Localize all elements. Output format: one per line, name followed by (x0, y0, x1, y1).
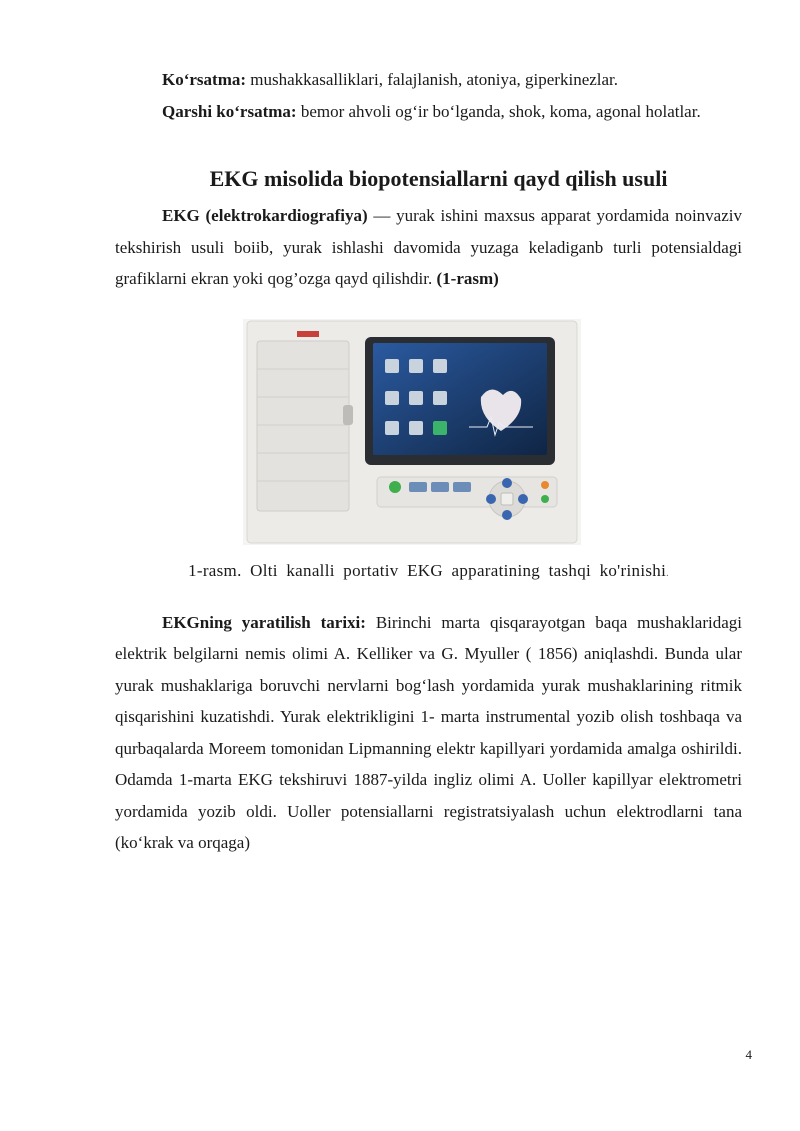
history-paragraph (115, 607, 742, 859)
document-page (115, 64, 742, 859)
indications-paragraph (115, 64, 742, 96)
contraindications-text: bemor ahvoli og‘ir bo‘lganda, shok, koma, agonal holatlar. (296, 101, 701, 121)
figure-caption-end: . (666, 567, 669, 579)
figure-caption-text: 1-rasm. Olti kanalli portativ EKG apparatining tashqi ko'rinishi (188, 560, 667, 580)
ekg-definition-text: — yurak ishini maxsus apparat yordamida noinvaziv tekshirish usuli boiib, yurak ishlashi davomida yuzaga keladiganb turli potensialdagi grafiklarni ekran yoki qog’ozga qayd qilishdir. (115, 206, 742, 288)
history-label: EKGning yaratilish tarixi: (162, 612, 366, 632)
contraindications-paragraph (115, 96, 742, 128)
history-text: Birinchi marta qisqarayotgan baqa mushaklaridagi elektrik belgilarni nemis olimi A. Kelliker va G. Myuller ( 1856) aniqlashdi. Bunda ular yurak mushaklariga boruvchi nervlarni bog‘lash yordamida yurak mushaklarining ritmik qisqarishini kuzatishdi. Yurak elektrikligini 1- marta instrumental yozib olish toshbaqa va qurbaqalarda Moreem tomonidan Lipmanning elektr kapillyari yordamida amalga oshirildi. Odamda 1-marta EKG tekshiruvi 1887-yilda ingliz olimi A. Uoller kapillyar elektrometri yordamida yozib oldi. Uoller potensiallarni registratsiyalash uchun elektrodlarni tana (ko‘krak va orqaga) (115, 612, 742, 852)
ekg-device-photo (243, 319, 581, 545)
ekg-term: EKG (elektrokardiografiya) (162, 206, 368, 225)
page-number: 4 (745, 1047, 752, 1062)
figure-reference: (1-rasm) (436, 269, 499, 288)
indications-text: mushakkasalliklari, falajlanish, atoniya, giperkinezlar. (246, 70, 619, 89)
contraindications-label: Qarshi ko‘rsatma: (162, 101, 297, 121)
figure-caption (115, 555, 742, 589)
ekg-definition-paragraph (115, 200, 742, 295)
indications-label: Ko‘rsatma: (162, 70, 247, 89)
section-heading: EKG misolida biopotensiallarni qayd qilish usuli (209, 166, 668, 191)
